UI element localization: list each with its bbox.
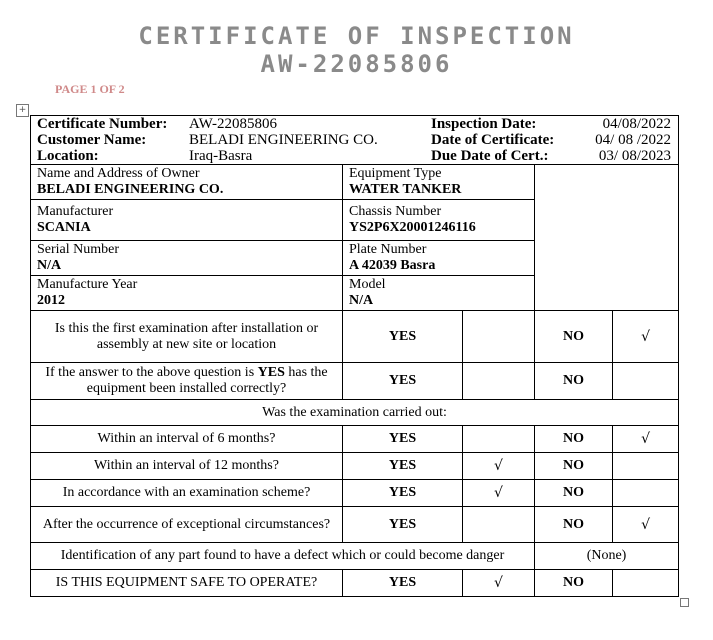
due-date-label: Due Date of Cert.: bbox=[431, 148, 549, 164]
plate-label: Plate Number bbox=[349, 242, 427, 257]
defect-answer: (None) bbox=[535, 543, 679, 570]
yes-label: YES bbox=[343, 507, 463, 543]
question-installed bbox=[31, 363, 343, 400]
model-value: N/A bbox=[349, 293, 374, 308]
chassis-value: YS2P6X20001246116 bbox=[349, 220, 476, 235]
table-move-handle-icon[interactable]: + bbox=[16, 104, 29, 117]
question-row-safe bbox=[31, 570, 679, 597]
question-installed-text-pre: If the answer to the above question is bbox=[45, 365, 258, 380]
yes-label: YES bbox=[343, 480, 463, 507]
yes-check-cell bbox=[463, 311, 535, 363]
yes-label: YES bbox=[343, 426, 463, 453]
no-label: NO bbox=[535, 570, 613, 597]
cert-date-value: 04/ 08 /2022 bbox=[595, 132, 671, 148]
question-first-exam: Is this the first examination after installation or assembly at new site or location bbox=[31, 311, 343, 363]
question-row-12-months bbox=[31, 453, 679, 480]
yes-check-mark: √ bbox=[463, 480, 535, 507]
inspection-date-label: Inspection Date: bbox=[431, 116, 537, 132]
due-date-value: 03/ 08/2023 bbox=[598, 148, 671, 164]
plate-value: A 42039 Basra bbox=[349, 258, 436, 273]
section-row bbox=[31, 400, 679, 426]
chassis-label: Chassis Number bbox=[349, 204, 442, 219]
table-resize-handle-icon[interactable] bbox=[680, 598, 689, 607]
question-row-defect bbox=[31, 543, 679, 570]
equipment-type-label: Equipment Type bbox=[349, 166, 442, 181]
inspection-date-value: 04/08/2022 bbox=[602, 116, 671, 132]
no-label: NO bbox=[535, 311, 613, 363]
section-examination: Was the examination carried out: bbox=[31, 400, 679, 426]
question-exceptional: After the occurrence of exceptional circumstances? bbox=[31, 507, 343, 543]
equipment-type-value: WATER TANKER bbox=[349, 182, 462, 197]
question-defect: Identification of any part found to have a defect which or could become danger bbox=[31, 543, 535, 570]
question-scheme: In accordance with an examination scheme? bbox=[31, 480, 343, 507]
yes-check-mark: √ bbox=[463, 570, 535, 597]
question-row-scheme bbox=[31, 480, 679, 507]
inspection-table bbox=[30, 115, 679, 597]
cert-number-value: AW-22085806 bbox=[189, 116, 277, 132]
cert-date-label: Date of Certificate: bbox=[431, 132, 555, 148]
question-12-months: Within an interval of 12 months? bbox=[31, 453, 343, 480]
question-safe: IS THIS EQUIPMENT SAFE TO OPERATE? bbox=[31, 570, 343, 597]
no-check-cell bbox=[613, 363, 679, 400]
certificate-title: CERTIFICATE OF INSPECTION bbox=[138, 22, 575, 50]
yes-check-mark: √ bbox=[463, 453, 535, 480]
yes-label: YES bbox=[343, 453, 463, 480]
owner-value: BELADI ENGINEERING CO. bbox=[37, 182, 224, 197]
no-label: NO bbox=[535, 507, 613, 543]
yes-label: YES bbox=[343, 363, 463, 400]
cert-number-label: Certificate Number: bbox=[37, 116, 168, 132]
customer-value: BELADI ENGINEERING CO. bbox=[189, 132, 378, 148]
no-label: NO bbox=[535, 363, 613, 400]
page-indicator: PAGE 1 OF 2 bbox=[55, 82, 125, 96]
customer-label: Customer Name: bbox=[37, 132, 147, 148]
certificate-id-title: AW-22085806 bbox=[260, 50, 453, 78]
serial-value: N/A bbox=[37, 258, 62, 273]
manufacturer-label: Manufacturer bbox=[37, 204, 114, 219]
photo-area bbox=[535, 165, 679, 311]
question-installed-text-bold: YES bbox=[257, 365, 285, 380]
location-label: Location: bbox=[37, 148, 99, 164]
question-row-exceptional bbox=[31, 507, 679, 543]
location-value: Iraq-Basra bbox=[189, 148, 253, 164]
manufacturer-value: SCANIA bbox=[37, 220, 91, 235]
question-row-first-exam bbox=[31, 311, 679, 363]
no-label: NO bbox=[535, 426, 613, 453]
detail-row-owner bbox=[31, 165, 679, 200]
question-row-6-months bbox=[31, 426, 679, 453]
manufacture-year-value: 2012 bbox=[37, 293, 65, 308]
question-installed-text-post: has the equipment been installed correctly? bbox=[86, 365, 328, 396]
yes-check-cell bbox=[463, 507, 535, 543]
yes-check-cell bbox=[463, 363, 535, 400]
no-check-mark: √ bbox=[613, 311, 679, 363]
no-label: NO bbox=[535, 480, 613, 507]
owner-label: Name and Address of Owner bbox=[37, 166, 200, 181]
no-label: NO bbox=[535, 453, 613, 480]
no-check-cell bbox=[613, 480, 679, 507]
no-check-cell bbox=[613, 570, 679, 597]
serial-label: Serial Number bbox=[37, 242, 120, 257]
yes-label: YES bbox=[343, 311, 463, 363]
no-check-cell bbox=[613, 453, 679, 480]
model-label: Model bbox=[349, 277, 386, 292]
question-6-months: Within an interval of 6 months? bbox=[31, 426, 343, 453]
summary-row bbox=[31, 116, 679, 165]
no-check-mark: √ bbox=[613, 507, 679, 543]
summary-grid bbox=[37, 116, 672, 164]
manufacture-year-label: Manufacture Year bbox=[37, 277, 138, 292]
yes-check-cell bbox=[463, 426, 535, 453]
yes-label: YES bbox=[343, 570, 463, 597]
question-row-installed bbox=[31, 363, 679, 400]
no-check-mark: √ bbox=[613, 426, 679, 453]
